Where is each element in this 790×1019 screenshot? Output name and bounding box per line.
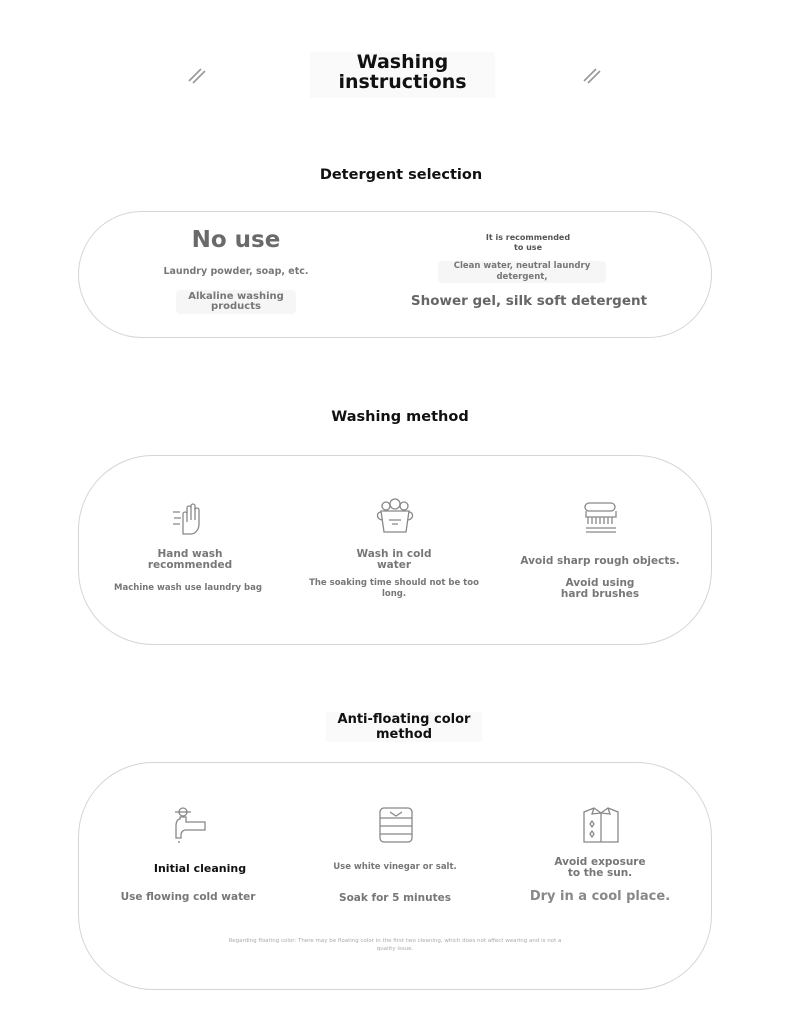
antifloat-title-a: Anti-floating color	[337, 712, 471, 727]
brush-note	[550, 578, 650, 600]
page-title	[310, 52, 495, 98]
recommended-line1a: Clean water, neutral laundry	[453, 261, 591, 271]
no-use-line2b: products	[211, 301, 261, 312]
wash-cold-note	[304, 578, 484, 600]
wash-cold-label	[344, 549, 444, 571]
no-use-heading: No use	[191, 227, 281, 253]
sun-label	[550, 857, 650, 879]
initial-cleaning-label: Initial cleaning	[153, 862, 247, 875]
wash-cold-label-a: Wash in cold	[356, 548, 432, 560]
wash-cold-note-a: The soaking time should not be too	[309, 578, 479, 588]
vinegar-label: Use white vinegar or salt.	[333, 862, 457, 872]
antifloat-title-b: method	[375, 727, 433, 742]
wash-cold-note-b: long.	[381, 589, 407, 599]
decor-slash-right-icon	[580, 63, 604, 87]
no-use-line2a: Alkaline washing	[188, 291, 284, 302]
hand-wash-icon	[171, 500, 211, 536]
sun-note: Dry in a cool place.	[529, 889, 671, 904]
vinegar-note: Soak for 5 minutes	[339, 892, 451, 904]
initial-cleaning-note: Use flowing cold water	[120, 891, 256, 903]
sun-label-a: Avoid exposure	[554, 856, 646, 868]
no-use-line2	[176, 290, 296, 314]
floating-color-footnote	[200, 937, 590, 953]
recommended-heading-a: It is recommended	[485, 233, 571, 242]
brush-note-b: hard brushes	[560, 588, 640, 600]
detergent-section-title: Detergent selection	[319, 167, 483, 183]
hand-wash-label	[140, 549, 240, 571]
faucet-icon	[171, 806, 209, 844]
brush-note-a: Avoid using	[565, 577, 635, 589]
recommended-line2: Shower gel, silk soft detergent	[410, 293, 648, 309]
antifloat-section-title	[326, 712, 482, 742]
folded-clothes-icon	[378, 806, 414, 844]
brush-icon	[582, 500, 620, 536]
decor-slash-left-icon	[185, 63, 209, 87]
wash-cold-label-b: water	[376, 559, 412, 571]
hand-wash-label-a: Hand wash	[157, 548, 223, 560]
recommended-heading	[448, 233, 608, 253]
shirt-icon	[582, 806, 620, 844]
recommended-line1	[438, 261, 606, 283]
no-use-line1: Laundry powder, soap, etc.	[163, 266, 309, 277]
washing-section-title: Washing method	[331, 409, 469, 425]
footnote-a: Regarding floating color: There may be floating color in the first two cleaning, which does not affect wearing and is not a	[228, 938, 562, 944]
recommended-line1b: detergent,	[496, 272, 548, 282]
brush-label: Avoid sharp rough objects.	[520, 555, 680, 567]
footnote-b: quality issue.	[376, 946, 414, 952]
wash-bucket-icon	[376, 498, 414, 536]
sun-label-b: to the sun.	[567, 867, 633, 879]
page-title-line1: Washing	[356, 51, 449, 73]
hand-wash-note: Machine wash use laundry bag	[114, 583, 262, 593]
page-title-line2: instructions	[338, 71, 467, 93]
recommended-heading-b: to use	[514, 243, 542, 252]
hand-wash-label-b: recommended	[147, 559, 233, 571]
